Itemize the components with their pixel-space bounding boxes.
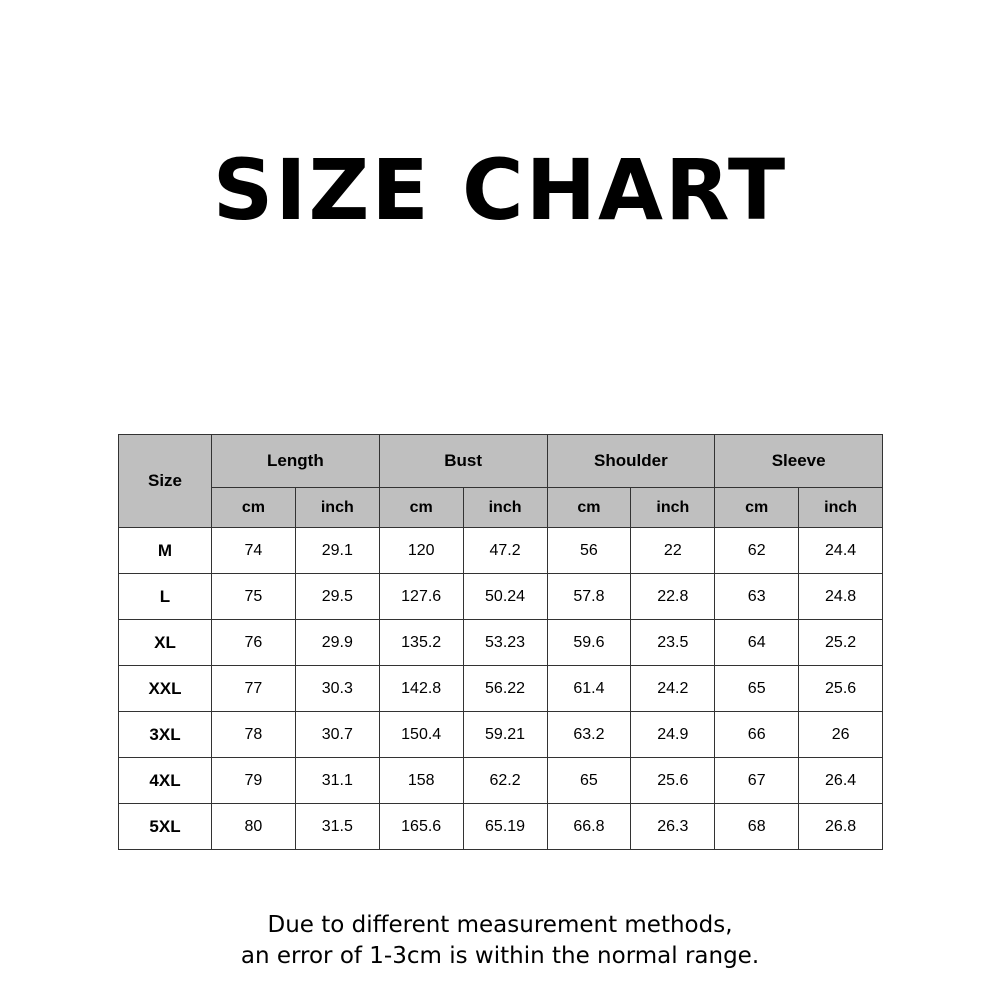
measurement-cell: 158: [379, 758, 463, 804]
unit-header: cm: [547, 488, 631, 528]
unit-header: inch: [295, 488, 379, 528]
measurement-cell: 29.1: [295, 528, 379, 574]
measurement-cell: 26.8: [799, 804, 883, 850]
unit-header: inch: [631, 488, 715, 528]
measurement-cell: 22: [631, 528, 715, 574]
measurement-cell: 62: [715, 528, 799, 574]
measurement-cell: 65: [547, 758, 631, 804]
measurement-cell: 56.22: [463, 666, 547, 712]
table-body: [119, 528, 883, 850]
measurement-cell: 26.4: [799, 758, 883, 804]
table-row: [119, 712, 883, 758]
measurement-cell: 61.4: [547, 666, 631, 712]
measurement-cell: 30.3: [295, 666, 379, 712]
header-group-row: [119, 435, 883, 488]
measurement-cell: 25.6: [799, 666, 883, 712]
measurement-note-line-1: Due to different measurement methods,: [267, 912, 733, 938]
unit-header: cm: [212, 488, 296, 528]
size-label-cell: 4XL: [119, 758, 212, 804]
unit-header: cm: [379, 488, 463, 528]
measurement-cell: 165.6: [379, 804, 463, 850]
measurement-cell: 78: [212, 712, 296, 758]
measurement-cell: 31.1: [295, 758, 379, 804]
measurement-cell: 63.2: [547, 712, 631, 758]
measurement-cell: 26.3: [631, 804, 715, 850]
measurement-cell: 25.2: [799, 620, 883, 666]
size-column-header: Size: [119, 435, 212, 528]
measurement-cell: 66.8: [547, 804, 631, 850]
measurement-cell: 29.9: [295, 620, 379, 666]
shoulder-group-header: Shoulder: [547, 435, 715, 488]
measurement-cell: 29.5: [295, 574, 379, 620]
measurement-cell: 50.24: [463, 574, 547, 620]
measurement-cell: 56: [547, 528, 631, 574]
measurement-cell: 31.5: [295, 804, 379, 850]
size-table: [118, 434, 883, 850]
measurement-cell: 79: [212, 758, 296, 804]
bust-group-header: Bust: [379, 435, 547, 488]
table-row: [119, 620, 883, 666]
size-label-cell: 5XL: [119, 804, 212, 850]
measurement-cell: 68: [715, 804, 799, 850]
measurement-cell: 23.5: [631, 620, 715, 666]
measurement-cell: 26: [799, 712, 883, 758]
measurement-cell: 24.4: [799, 528, 883, 574]
table-row: [119, 574, 883, 620]
measurement-cell: 142.8: [379, 666, 463, 712]
measurement-cell: 22.8: [631, 574, 715, 620]
measurement-cell: 64: [715, 620, 799, 666]
measurement-cell: 59.21: [463, 712, 547, 758]
measurement-cell: 53.23: [463, 620, 547, 666]
size-label-cell: XL: [119, 620, 212, 666]
unit-header: cm: [715, 488, 799, 528]
table-row: [119, 528, 883, 574]
measurement-cell: 62.2: [463, 758, 547, 804]
length-group-header: Length: [212, 435, 380, 488]
measurement-cell: 75: [212, 574, 296, 620]
measurement-cell: 127.6: [379, 574, 463, 620]
measurement-cell: 76: [212, 620, 296, 666]
measurement-cell: 25.6: [631, 758, 715, 804]
measurement-cell: 57.8: [547, 574, 631, 620]
sleeve-group-header: Sleeve: [715, 435, 883, 488]
page-title: SIZE CHART: [212, 141, 788, 239]
measurement-cell: 24.2: [631, 666, 715, 712]
size-label-cell: L: [119, 574, 212, 620]
measurement-cell: 24.8: [799, 574, 883, 620]
measurement-cell: 77: [212, 666, 296, 712]
measurement-cell: 80: [212, 804, 296, 850]
size-label-cell: 3XL: [119, 712, 212, 758]
measurement-cell: 150.4: [379, 712, 463, 758]
measurement-cell: 135.2: [379, 620, 463, 666]
measurement-cell: 66: [715, 712, 799, 758]
measurement-cell: 24.9: [631, 712, 715, 758]
measurement-cell: 63: [715, 574, 799, 620]
measurement-cell: 59.6: [547, 620, 631, 666]
table-row: [119, 666, 883, 712]
measurement-cell: 67: [715, 758, 799, 804]
measurement-cell: 74: [212, 528, 296, 574]
table-row: [119, 758, 883, 804]
unit-header: inch: [799, 488, 883, 528]
measurement-note-line-2: an error of 1-3cm is within the normal range.: [240, 943, 760, 969]
measurement-cell: 65.19: [463, 804, 547, 850]
unit-header: inch: [463, 488, 547, 528]
size-label-cell: M: [119, 528, 212, 574]
table-header: [119, 435, 883, 528]
measurement-cell: 65: [715, 666, 799, 712]
measurement-note: [0, 910, 1000, 972]
measurement-cell: 30.7: [295, 712, 379, 758]
measurement-cell: 120: [379, 528, 463, 574]
size-label-cell: XXL: [119, 666, 212, 712]
header-unit-row: [119, 488, 883, 528]
measurement-cell: 47.2: [463, 528, 547, 574]
table-row: [119, 804, 883, 850]
